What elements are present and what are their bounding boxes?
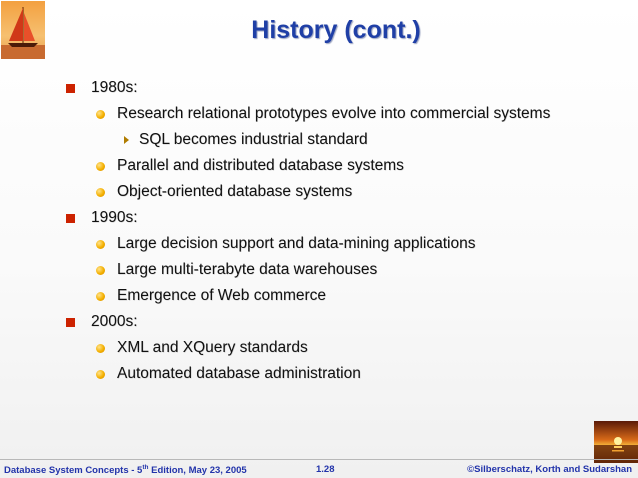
yellow-circle-bullet-icon bbox=[96, 162, 105, 171]
bullet-decision-support bbox=[96, 235, 475, 253]
red-square-bullet-icon bbox=[66, 84, 75, 93]
bullet-text: Object-oriented database systems bbox=[117, 183, 353, 200]
red-square-bullet-icon bbox=[66, 318, 75, 327]
bullet-text: Large decision support and data-mining applications bbox=[117, 235, 476, 252]
yellow-circle-bullet-icon bbox=[96, 344, 105, 353]
bullet-data-warehouses bbox=[96, 261, 377, 279]
bullet-relational-prototypes bbox=[96, 105, 550, 123]
footer-divider bbox=[0, 459, 638, 460]
bullet-parallel-distributed bbox=[96, 157, 404, 175]
triangle-bullet-icon bbox=[124, 136, 129, 144]
footer-text: Database System Concepts - 5 bbox=[4, 465, 143, 477]
bullet-xml-xquery bbox=[96, 339, 308, 357]
footer-page-number: 1.28 bbox=[316, 464, 335, 475]
bullet-object-oriented bbox=[96, 183, 352, 201]
bullet-text: Parallel and distributed database systems bbox=[117, 157, 404, 174]
bullet-text: Research relational prototypes evolve into commercial systems bbox=[117, 105, 551, 122]
yellow-circle-bullet-icon bbox=[96, 370, 105, 379]
footer-superscript: th bbox=[142, 464, 149, 471]
bullet-text: 1980s: bbox=[91, 79, 138, 96]
bullet-text: Large multi-terabyte data warehouses bbox=[117, 261, 378, 278]
yellow-circle-bullet-icon bbox=[96, 110, 105, 119]
footer-text: Edition, May 23, 2005 bbox=[148, 465, 247, 477]
bullet-text: Automated database administration bbox=[117, 365, 361, 382]
slide-title: History (cont.) bbox=[251, 16, 421, 44]
yellow-circle-bullet-icon bbox=[96, 240, 105, 249]
yellow-circle-bullet-icon bbox=[96, 292, 105, 301]
bullet-sql-standard bbox=[124, 131, 368, 149]
yellow-circle-bullet-icon bbox=[96, 188, 105, 197]
bullet-text: 2000s: bbox=[91, 313, 138, 330]
bullet-1990s bbox=[66, 209, 138, 227]
footer-book-title bbox=[4, 464, 247, 476]
bullet-1980s bbox=[66, 79, 138, 97]
red-square-bullet-icon bbox=[66, 214, 75, 223]
bullet-text: SQL becomes industrial standard bbox=[139, 131, 368, 148]
footer-copyright: ©Silberschatz, Korth and Sudarshan bbox=[467, 464, 632, 475]
bullet-text: XML and XQuery standards bbox=[117, 339, 308, 356]
bullet-2000s bbox=[66, 313, 138, 331]
bullet-text: Emergence of Web commerce bbox=[117, 287, 327, 304]
bullet-text: 1990s: bbox=[91, 209, 138, 226]
sunset-image-icon bbox=[594, 421, 638, 463]
bullet-web-commerce bbox=[96, 287, 326, 305]
bullet-automated-admin bbox=[96, 365, 361, 383]
yellow-circle-bullet-icon bbox=[96, 266, 105, 275]
